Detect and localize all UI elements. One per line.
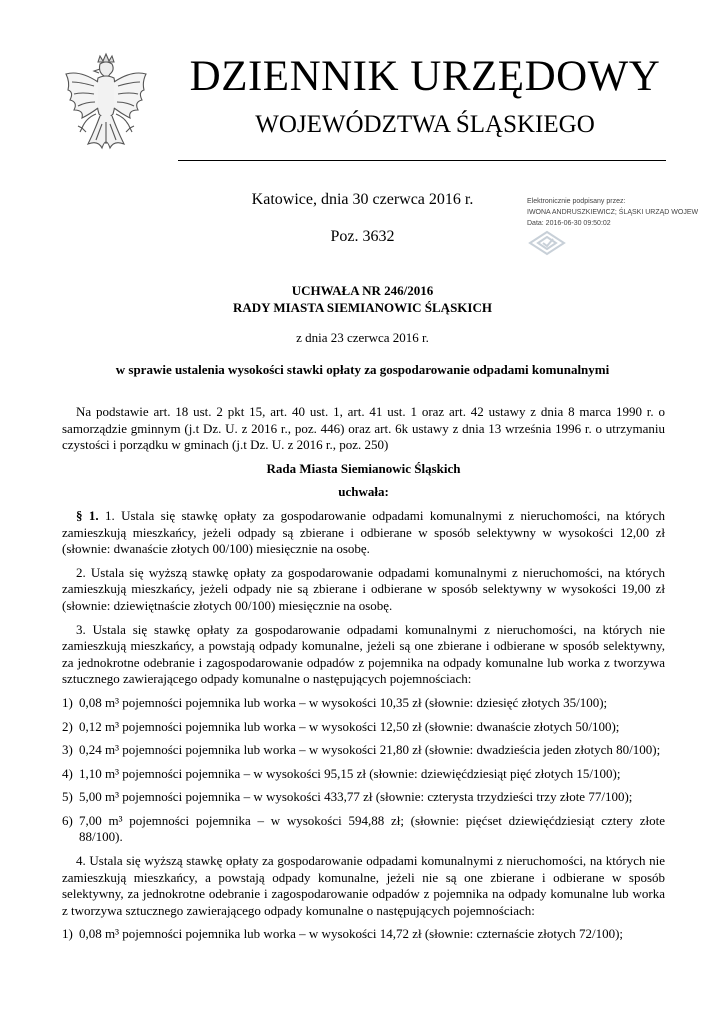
list-item-text: 0,12 m³ pojemności pojemnika lub worka – w wysokości 12,50 zł (słownie: dwanaście złotych 50/100); bbox=[79, 718, 620, 734]
list-item-number: 1) bbox=[62, 926, 73, 942]
position-number: Poz. 3632 bbox=[330, 228, 395, 245]
resolution-date: z dnia 23 czerwca 2016 r. bbox=[296, 330, 429, 345]
list-4 bbox=[62, 926, 665, 943]
list-item bbox=[62, 719, 665, 736]
section-mark: § 1. bbox=[76, 507, 99, 523]
list-item-number: 4) bbox=[62, 765, 73, 781]
place-and-date: Katowice, dnia 30 czerwca 2016 r. bbox=[251, 191, 474, 208]
list-item bbox=[62, 742, 665, 759]
resolves-heading: uchwała: bbox=[338, 484, 389, 500]
list-item-text: 5,00 m³ pojemności pojemnika – w wysokości 433,77 zł (słownie: czterysta trzydzieści trzy złote 77/100); bbox=[79, 789, 633, 805]
list-item-number: 1) bbox=[62, 694, 73, 710]
list-item-text: 0,08 m³ pojemności pojemnika lub worka – w wysokości 10,35 zł (słownie: dziesięć złotych 35/100); bbox=[79, 694, 608, 710]
list-item-number: 2) bbox=[62, 718, 73, 734]
list-item-text: 0,24 m³ pojemności pojemnika lub worka – w wysokości 21,80 zł (słownie: dwadzieścia jeden złotych 80/100); bbox=[79, 742, 661, 758]
paragraph-3: 3. Ustala się stawkę opłaty za gospodarowanie odpadami komunalnymi z nieruchomości, na których nie zamieszkują mieszkańcy, a powstają odpady komunalne, jeżeli są one zbierane i odbierane w sposób selektywny, za jednokrotne odebranie i zagospodarowanie odpadów z pojemnika na odpady komunalne lub worka z tworzywa sztucznego zawierającego odpady komunalne o następujących pojemnościach: bbox=[62, 621, 665, 687]
header-divider bbox=[178, 160, 666, 161]
list-item-number: 6) bbox=[62, 812, 73, 828]
resolution-subject: w sprawie ustalenia wysokości stawki opłaty za gospodarowanie odpadami komunalnymi bbox=[115, 362, 610, 377]
list-item bbox=[62, 766, 665, 783]
resolution-header bbox=[40, 282, 685, 316]
council-name: Rada Miasta Siemianowic Śląskich bbox=[266, 460, 461, 476]
paragraph-2: 2. Ustala się wyższą stawkę opłaty za gospodarowanie odpadami komunalnymi z nieruchomości, na których zamieszkują mieszkańcy, jeżeli odpady nie są zbierane i odbierane w sposób selektywny w wysokości 19,00 zł (słownie: dziewiętnaście złotych 00/100) miesięcznie na osobę. bbox=[62, 564, 665, 613]
list-item bbox=[62, 695, 665, 712]
journal-title: DZIENNIK URZĘDOWY bbox=[189, 53, 661, 100]
list-item-text: 7,00 m³ pojemności pojemnika – w wysokości 594,88 zł; (słownie: pięćset dziewięćdziesiąt cztery złote 88/100). bbox=[79, 812, 665, 845]
electronic-signature bbox=[527, 196, 725, 229]
paragraph-1 bbox=[62, 508, 665, 558]
list-item-number: 3) bbox=[62, 742, 73, 758]
signature-label: Elektronicznie podpisany przez: bbox=[527, 198, 626, 205]
signature-check-icon bbox=[528, 230, 566, 256]
list-item bbox=[62, 926, 665, 943]
list-3 bbox=[62, 695, 665, 846]
list-item-text: 1,10 m³ pojemności pojemnika – w wysokości 95,15 zł (słownie: dziewięćdziesiąt pięć złotych 15/100); bbox=[79, 765, 621, 781]
legal-basis: Na podstawie art. 18 ust. 2 pkt 15, art. 40 ust. 1, art. 41 ust. 1 oraz art. 42 ustawy z dnia 8 marca 1990 r. o samorządzie gminnym (j.t Dz. U. z 2016 r., poz. 446) oraz art. 6k ustawy z dnia 13 września 1996 r. o utrzymaniu czystości i porządku w gminach (j.t Dz. U. z 2016 r., poz. 250) bbox=[62, 404, 665, 453]
eagle-emblem-icon bbox=[60, 52, 152, 172]
paragraph-4: 4. Ustala się wyższą stawkę opłaty za gospodarowanie odpadami komunalnymi z nieruchomości, na których nie zamieszkują mieszkańcy, a powstają odpady komunalne, jeżeli nie są one zbierane i odbierane w sposób selektywny, za jednokrotne odebranie i zagospodarowanie odpadów z pojemnika na odpady komunalne lub worka z tworzywa sztucznego zawierającego odpady komunalne o następujących pojemnościach: bbox=[62, 853, 665, 918]
list-item bbox=[62, 789, 665, 806]
list-item-text: 0,08 m³ pojemności pojemnika lub worka – w wysokości 14,72 zł (słownie: czternaście złotych 72/100); bbox=[79, 926, 624, 942]
signature-date: Data: 2016-06-30 09:50:02 bbox=[527, 220, 611, 227]
list-item bbox=[62, 813, 665, 846]
signature-signer: IWONA ANDRUSZKIEWICZ; ŚLĄSKI URZĄD WOJEW bbox=[527, 209, 699, 216]
resolution-number: UCHWAŁA NR 246/2016 bbox=[291, 283, 434, 298]
list-item-number: 5) bbox=[62, 789, 73, 805]
resolution-body: RADY MIASTA SIEMIANOWIC ŚLĄSKICH bbox=[233, 300, 492, 315]
document-body bbox=[62, 404, 665, 950]
paragraph-1-text: 1. Ustala się stawkę opłaty za gospodarowanie odpadami komunalnymi z nieruchomości, na których zamieszkują mieszkańcy, jeżeli odpady są zbierane i odbierane w sposób selektywny w wysokości 12,00 zł (słownie: dwanaście złotych 00/100) miesięcznie na osobę. bbox=[62, 507, 666, 557]
journal-subtitle: WOJEWÓDZTWA ŚLĄSKIEGO bbox=[255, 111, 595, 138]
